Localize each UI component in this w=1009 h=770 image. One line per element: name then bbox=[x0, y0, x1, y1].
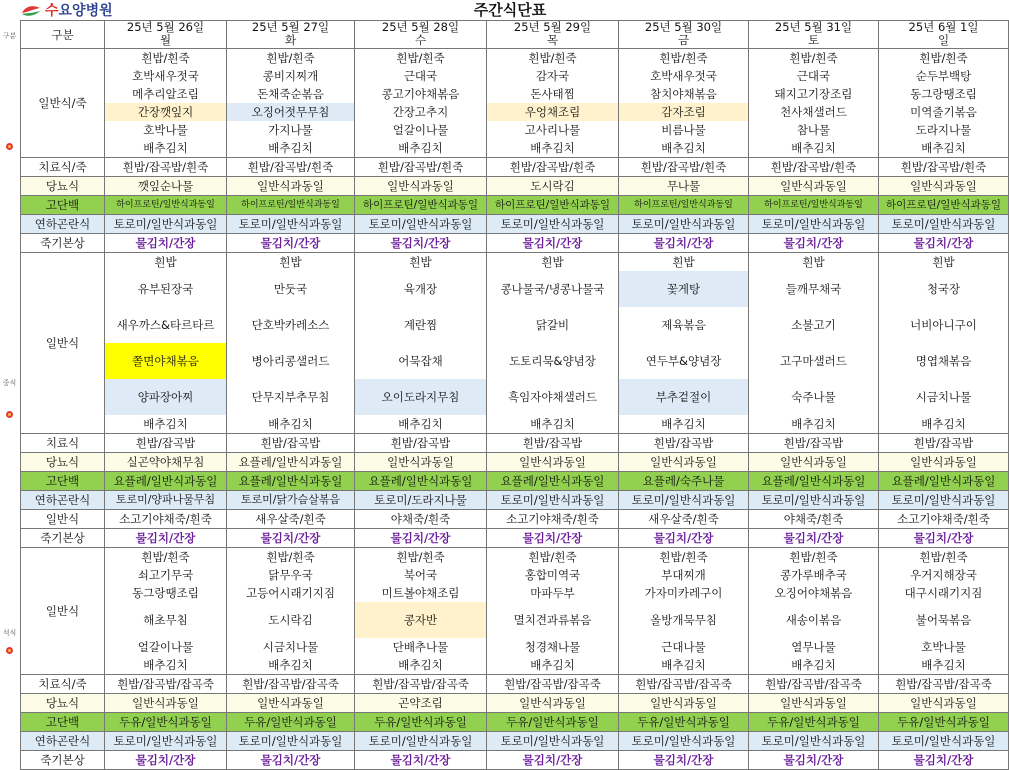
menu-cell[interactable]: 무나물 bbox=[619, 177, 749, 196]
menu-cell[interactable]: 일반식과동일 bbox=[227, 177, 355, 196]
menu-cell[interactable]: 깻잎순나물 bbox=[105, 177, 227, 196]
logo-text: 수요양병원 bbox=[45, 3, 113, 19]
dinner-porridge-row bbox=[21, 751, 1009, 770]
menu-cell[interactable]: 흰밥/잡곡밥/흰죽 bbox=[227, 158, 355, 177]
breakfast-diabetic-row bbox=[21, 177, 1009, 196]
menu-cell[interactable]: 흰밥/흰죽 순두부백탕 동그랑땡조림 미역줄기볶음 도라지나물 배추김치 bbox=[879, 49, 1009, 158]
row-label: 고단백 bbox=[21, 472, 105, 491]
menu-cell[interactable]: 일반식과동일 bbox=[879, 694, 1009, 713]
menu-cell[interactable]: 물김치/간장 bbox=[227, 529, 355, 548]
menu-cell[interactable]: 토로미/일반식과동일 bbox=[879, 732, 1009, 751]
menu-cell[interactable]: 요플레/일반식과동일 bbox=[749, 472, 879, 491]
menu-cell[interactable]: 요플레/일반식과동일 bbox=[355, 472, 487, 491]
row-label: 죽기본상 bbox=[21, 234, 105, 253]
menu-cell[interactable]: 흰밥/잡곡밥/잡곡죽 bbox=[227, 675, 355, 694]
menu-cell[interactable]: 물김치/간장 bbox=[749, 234, 879, 253]
menu-cell[interactable]: 흰밥/잡곡밥 bbox=[487, 434, 619, 453]
day-header[interactable]: 25년 5월 27일 화 bbox=[227, 21, 355, 49]
menu-cell[interactable]: 흰밥/잡곡밥/흰죽 bbox=[749, 158, 879, 177]
lunch-porridge-row bbox=[21, 529, 1009, 548]
menu-cell[interactable]: 흰밥/흰죽 호박새우젓국 메추리알조림 간장깻잎지 호박나물 배추김치 bbox=[105, 49, 227, 158]
row-label: 치료식/죽 bbox=[21, 675, 105, 694]
menu-cell[interactable]: 토로미/일반식과동일 bbox=[355, 732, 487, 751]
menu-cell[interactable]: 흰밥/잡곡밥 bbox=[619, 434, 749, 453]
menu-cell[interactable]: 하이프로틴/일반식과동일 bbox=[227, 196, 355, 215]
menu-cell[interactable]: 토로미/일반식과동일 bbox=[355, 215, 487, 234]
menu-cell[interactable]: 물김치/간장 bbox=[487, 234, 619, 253]
menu-cell[interactable]: 흰밥/흰죽 북어국 미트볼야채조림 콩자반 단배추나물 배추김치 bbox=[355, 548, 487, 675]
menu-cell[interactable]: 토로미/일반식과동일 bbox=[227, 215, 355, 234]
menu-cell[interactable]: 흰밥/흰죽 닭무우국 고등어시래기지짐 도시락김 시금치나물 배추김치 bbox=[227, 548, 355, 675]
menu-cell[interactable]: 요플레/일반식과동일 bbox=[487, 472, 619, 491]
menu-cell[interactable]: 하이프로틴/일반식과동일 bbox=[355, 196, 487, 215]
menu-cell[interactable]: 일반식과동일 bbox=[749, 694, 879, 713]
menu-cell[interactable]: 물김치/간장 bbox=[487, 529, 619, 548]
row-label: 고단백 bbox=[21, 713, 105, 732]
menu-cell[interactable]: 물김치/간장 bbox=[355, 529, 487, 548]
day-header[interactable]: 25년 5월 31일 토 bbox=[749, 21, 879, 49]
menu-cell[interactable]: 토로미/일반식과동일 bbox=[879, 215, 1009, 234]
menu-cell[interactable]: 토로미/일반식과동일 bbox=[487, 491, 619, 510]
row-label: 일반식 bbox=[21, 253, 105, 434]
menu-cell[interactable]: 하이프로틴/일반식과동일 bbox=[487, 196, 619, 215]
menu-cell[interactable]: 일반식과동일 bbox=[487, 694, 619, 713]
menu-cell[interactable]: 물김치/간장 bbox=[355, 751, 487, 770]
menu-cell[interactable]: 요플레/일반식과동일 bbox=[227, 453, 355, 472]
menu-cell[interactable]: 물김치/간장 bbox=[227, 751, 355, 770]
day-header[interactable]: 25년 6월 1일 일 bbox=[879, 21, 1009, 49]
row-label: 당뇨식 bbox=[21, 694, 105, 713]
menu-cell[interactable]: 흰밥/잡곡밥/흰죽 bbox=[355, 158, 487, 177]
menu-cell[interactable]: 흰밥/잡곡밥 bbox=[879, 434, 1009, 453]
dinner-diabetic-row bbox=[21, 694, 1009, 713]
gutter-label-header: 구분 bbox=[2, 32, 17, 40]
menu-cell[interactable]: 토로미/양파나물무침 bbox=[105, 491, 227, 510]
menu-cell[interactable]: 두유/일반식과동일 bbox=[749, 713, 879, 732]
lunch-protein-row bbox=[21, 472, 1009, 491]
menu-cell[interactable]: 흰밥/잡곡밥 bbox=[355, 434, 487, 453]
dinner-protein-row bbox=[21, 713, 1009, 732]
menu-cell[interactable]: 흰밥/잡곡밥 bbox=[749, 434, 879, 453]
menu-cell[interactable]: 흰밥 콩나물국/냉콩나물국 닭갈비 도토리묵&양념장 흑임자야채샐러드 배추김치 bbox=[487, 253, 619, 434]
menu-cell[interactable]: 물김치/간장 bbox=[487, 751, 619, 770]
menu-cell[interactable]: 일반식과동일 bbox=[355, 453, 487, 472]
menu-cell[interactable]: 두유/일반식과동일 bbox=[879, 713, 1009, 732]
gutter-label-lunch: 중식 bbox=[2, 379, 17, 387]
menu-cell[interactable]: 토로미/일반식과동일 bbox=[879, 491, 1009, 510]
menu-cell[interactable]: 흰밥/잡곡밥/잡곡죽 bbox=[487, 675, 619, 694]
menu-cell[interactable]: 흰밥/잡곡밥/흰죽 bbox=[619, 158, 749, 177]
menu-cell[interactable]: 일반식과동일 bbox=[619, 694, 749, 713]
menu-cell[interactable]: 흰밥 유부된장국 새우까스&타르타르 쫄면야채볶음 양파장아찌 배추김치 bbox=[105, 253, 227, 434]
menu-cell[interactable]: 흰밥/잡곡밥/흰죽 bbox=[879, 158, 1009, 177]
menu-cell[interactable]: 토로미/일반식과동일 bbox=[227, 732, 355, 751]
row-label: 연하곤란식 bbox=[21, 732, 105, 751]
menu-cell[interactable]: 물김치/간장 bbox=[105, 529, 227, 548]
breakfast-porridge-row bbox=[21, 234, 1009, 253]
row-label: 치료식/죽 bbox=[21, 158, 105, 177]
hospital-logo bbox=[20, 1, 113, 19]
menu-cell[interactable]: 소고기야채죽/흰죽 bbox=[105, 510, 227, 529]
menu-cell[interactable]: 일반식과동일 bbox=[879, 177, 1009, 196]
menu-cell[interactable]: 토로미/일반식과동일 bbox=[749, 732, 879, 751]
breakfast-therapy-row bbox=[21, 158, 1009, 177]
day-header[interactable]: 25년 5월 28일 수 bbox=[355, 21, 487, 49]
menu-cell[interactable]: 요플레/일반식과동일 bbox=[105, 472, 227, 491]
menu-cell[interactable]: 흰밥/잡곡밥/흰죽 bbox=[487, 158, 619, 177]
menu-cell[interactable]: 흰밥 청국장 너비아니구이 명엽채볶음 시금치나물 배추김치 bbox=[879, 253, 1009, 434]
menu-cell[interactable]: 흰밥/흰죽 감자국 돈사태찜 우엉채조림 고사리나물 배추김치 bbox=[487, 49, 619, 158]
menu-cell[interactable]: 토로미/일반식과동일 bbox=[619, 215, 749, 234]
flower-icon bbox=[5, 142, 14, 151]
menu-cell[interactable]: 하이프로틴/일반식과동일 bbox=[619, 196, 749, 215]
dinner-dysphagia-row bbox=[21, 732, 1009, 751]
menu-cell[interactable]: 새우살죽/흰죽 bbox=[619, 510, 749, 529]
menu-cell[interactable]: 하이프로틴/일반식과동일 bbox=[879, 196, 1009, 215]
page-title: 주간식단표 bbox=[473, 1, 547, 19]
menu-cell[interactable]: 두유/일반식과동일 bbox=[105, 713, 227, 732]
menu-cell[interactable]: 물김치/간장 bbox=[105, 234, 227, 253]
flower-icon bbox=[5, 646, 14, 655]
lunch-therapy-row bbox=[21, 434, 1009, 453]
menu-cell[interactable]: 흰밥/잡곡밥 bbox=[105, 434, 227, 453]
menu-cell[interactable]: 야채죽/흰죽 bbox=[355, 510, 487, 529]
menu-cell[interactable]: 실곤약야채무침 bbox=[105, 453, 227, 472]
menu-cell[interactable]: 물김치/간장 bbox=[619, 751, 749, 770]
menu-cell[interactable]: 흰밥 들깨무채국 소불고기 고구마샐러드 숙주나물 배추김치 bbox=[749, 253, 879, 434]
menu-cell[interactable]: 토로미/일반식과동일 bbox=[105, 732, 227, 751]
menu-cell[interactable]: 물김치/간장 bbox=[227, 234, 355, 253]
menu-cell[interactable]: 두유/일반식과동일 bbox=[227, 713, 355, 732]
menu-cell[interactable]: 흰밥/흰죽 호박새우젓국 참치야채볶음 감자조림 비름나물 배추김치 bbox=[619, 49, 749, 158]
logo-leaf-icon bbox=[20, 3, 42, 17]
menu-cell[interactable]: 요플레/숙주나물 bbox=[619, 472, 749, 491]
row-label: 치료식 bbox=[21, 434, 105, 453]
menu-cell[interactable]: 요플레/일반식과동일 bbox=[879, 472, 1009, 491]
menu-cell[interactable]: 흰밥/흰죽 근대국 콩고기야채볶음 간장고추지 얼갈이나물 배추김치 bbox=[355, 49, 487, 158]
menu-cell[interactable]: 흰밥/잡곡밥/흰죽 bbox=[105, 158, 227, 177]
menu-cell[interactable]: 흰밥/흰죽 근대국 돼지고기장조림 천사채샐러드 참나물 배추김치 bbox=[749, 49, 879, 158]
lunch-dysphagia-row bbox=[21, 491, 1009, 510]
row-label: 고단백 bbox=[21, 196, 105, 215]
menu-cell[interactable]: 흰밥/흰죽 우거지해장국 대구시래기지짐 불어묵볶음 호박나물 배추김치 bbox=[879, 548, 1009, 675]
row-label: 연하곤란식 bbox=[21, 491, 105, 510]
lunch-main-row bbox=[21, 253, 1009, 434]
lunch-general-row bbox=[21, 510, 1009, 529]
breakfast-main-row bbox=[21, 49, 1009, 158]
flower-icon bbox=[5, 410, 14, 419]
menu-cell[interactable]: 흰밥/흰죽 부대찌개 가자미카레구이 올방개묵무침 근대나물 배추김치 bbox=[619, 548, 749, 675]
menu-cell[interactable]: 흰밥 꽃게탕 제육볶음 연두부&양념장 부추겉절이 배추김치 bbox=[619, 253, 749, 434]
menu-cell[interactable]: 흰밥/잡곡밥/잡곡죽 bbox=[749, 675, 879, 694]
row-label: 일반식 bbox=[21, 548, 105, 675]
row-label: 연하곤란식 bbox=[21, 215, 105, 234]
header-row bbox=[21, 21, 1009, 49]
menu-cell[interactable]: 일반식과동일 bbox=[879, 453, 1009, 472]
row-label: 일반식/죽 bbox=[21, 49, 105, 158]
menu-cell[interactable]: 토로미/도라지나물 bbox=[355, 491, 487, 510]
row-label: 일반식 bbox=[21, 510, 105, 529]
menu-cell[interactable]: 물김치/간장 bbox=[105, 751, 227, 770]
menu-cell[interactable]: 흰밥/잡곡밥/잡곡죽 bbox=[105, 675, 227, 694]
menu-cell[interactable]: 물김치/간장 bbox=[749, 751, 879, 770]
menu-cell[interactable]: 토로미/일반식과동일 bbox=[619, 491, 749, 510]
menu-cell[interactable]: 일반식과동일 bbox=[749, 177, 879, 196]
menu-cell[interactable]: 일반식과동일 bbox=[749, 453, 879, 472]
menu-cell[interactable]: 새우살죽/흰죽 bbox=[227, 510, 355, 529]
menu-cell[interactable]: 흰밥 육개장 계란찜 어묵잡채 오이도라지무침 배추김치 bbox=[355, 253, 487, 434]
menu-cell[interactable]: 토로미/일반식과동일 bbox=[749, 491, 879, 510]
menu-cell[interactable]: 도시락김 bbox=[487, 177, 619, 196]
menu-cell[interactable]: 소고기야채죽/흰죽 bbox=[879, 510, 1009, 529]
day-header[interactable]: 25년 5월 26일 월 bbox=[105, 21, 227, 49]
menu-cell[interactable]: 곤약조림 bbox=[355, 694, 487, 713]
menu-cell[interactable]: 물김치/간장 bbox=[355, 234, 487, 253]
menu-cell[interactable]: 물김치/간장 bbox=[619, 234, 749, 253]
menu-cell[interactable]: 토로미/일반식과동일 bbox=[749, 215, 879, 234]
menu-cell[interactable]: 두유/일반식과동일 bbox=[487, 713, 619, 732]
menu-cell[interactable]: 토로미/일반식과동일 bbox=[487, 215, 619, 234]
row-label: 당뇨식 bbox=[21, 177, 105, 196]
menu-cell[interactable]: 토로미/일반식과동일 bbox=[487, 732, 619, 751]
menu-cell[interactable]: 일반식과동일 bbox=[619, 453, 749, 472]
menu-cell[interactable]: 흰밥/흰죽 홍합미역국 마파두부 멸치견과류볶음 청경채나물 배추김치 bbox=[487, 548, 619, 675]
menu-cell[interactable]: 하이프로틴/일반식과동일 bbox=[749, 196, 879, 215]
dinner-main-row bbox=[21, 548, 1009, 675]
row-label: 당뇨식 bbox=[21, 453, 105, 472]
menu-cell[interactable]: 물김치/간장 bbox=[749, 529, 879, 548]
menu-cell[interactable]: 요플레/일반식과동일 bbox=[227, 472, 355, 491]
menu-cell[interactable]: 두유/일반식과동일 bbox=[619, 713, 749, 732]
breakfast-dysphagia-row bbox=[21, 215, 1009, 234]
header-label: 구분 bbox=[21, 21, 105, 49]
menu-cell[interactable]: 물김치/간장 bbox=[619, 529, 749, 548]
menu-cell[interactable]: 두유/일반식과동일 bbox=[355, 713, 487, 732]
menu-cell[interactable]: 흰밥/잡곡밥/잡곡죽 bbox=[355, 675, 487, 694]
menu-cell[interactable]: 소고기야채죽/흰죽 bbox=[487, 510, 619, 529]
menu-cell[interactable]: 흰밥/잡곡밥/잡곡죽 bbox=[619, 675, 749, 694]
lunch-diabetic-row bbox=[21, 453, 1009, 472]
menu-cell[interactable]: 흰밥 만둣국 단호박카레소스 병아리콩샐러드 단무지부추무침 배추김치 bbox=[227, 253, 355, 434]
gutter-label-dinner: 석식 bbox=[2, 629, 17, 637]
menu-cell[interactable]: 흰밥/흰죽 콩비지찌개 돈채죽순볶음 오징어젓무무침 가지나물 배추김치 bbox=[227, 49, 355, 158]
breakfast-protein-row bbox=[21, 196, 1009, 215]
menu-cell[interactable]: 물김치/간장 bbox=[879, 751, 1009, 770]
weekly-menu-table bbox=[20, 20, 1009, 770]
menu-cell[interactable]: 흰밥/잡곡밥/잡곡죽 bbox=[879, 675, 1009, 694]
menu-cell[interactable]: 물김치/간장 bbox=[879, 529, 1009, 548]
day-header[interactable]: 25년 5월 29일 목 bbox=[487, 21, 619, 49]
menu-cell[interactable]: 야채죽/흰죽 bbox=[749, 510, 879, 529]
menu-cell[interactable]: 일반식과동일 bbox=[227, 694, 355, 713]
menu-cell[interactable]: 흰밥/흰죽 쇠고기무국 동그랑땡조림 해초무침 얼갈이나물 배추김치 bbox=[105, 548, 227, 675]
menu-cell[interactable]: 토로미/닭가슴살볶음 bbox=[227, 491, 355, 510]
menu-cell[interactable]: 일반식과동일 bbox=[355, 177, 487, 196]
menu-cell[interactable]: 흰밥/흰죽 콩가루배추국 오징어야채볶음 새송이볶음 열무나물 배추김치 bbox=[749, 548, 879, 675]
day-header[interactable]: 25년 5월 30일 금 bbox=[619, 21, 749, 49]
row-label: 죽기본상 bbox=[21, 529, 105, 548]
menu-cell[interactable]: 물김치/간장 bbox=[879, 234, 1009, 253]
menu-cell[interactable]: 흰밥/잡곡밥 bbox=[227, 434, 355, 453]
row-label: 죽기본상 bbox=[21, 751, 105, 770]
menu-cell[interactable]: 토로미/일반식과동일 bbox=[105, 215, 227, 234]
menu-cell[interactable]: 일반식과동일 bbox=[105, 694, 227, 713]
menu-cell[interactable]: 일반식과동일 bbox=[487, 453, 619, 472]
dinner-therapy-row bbox=[21, 675, 1009, 694]
menu-cell[interactable]: 하이프로틴/일반식과동일 bbox=[105, 196, 227, 215]
menu-cell[interactable]: 토로미/일반식과동일 bbox=[619, 732, 749, 751]
